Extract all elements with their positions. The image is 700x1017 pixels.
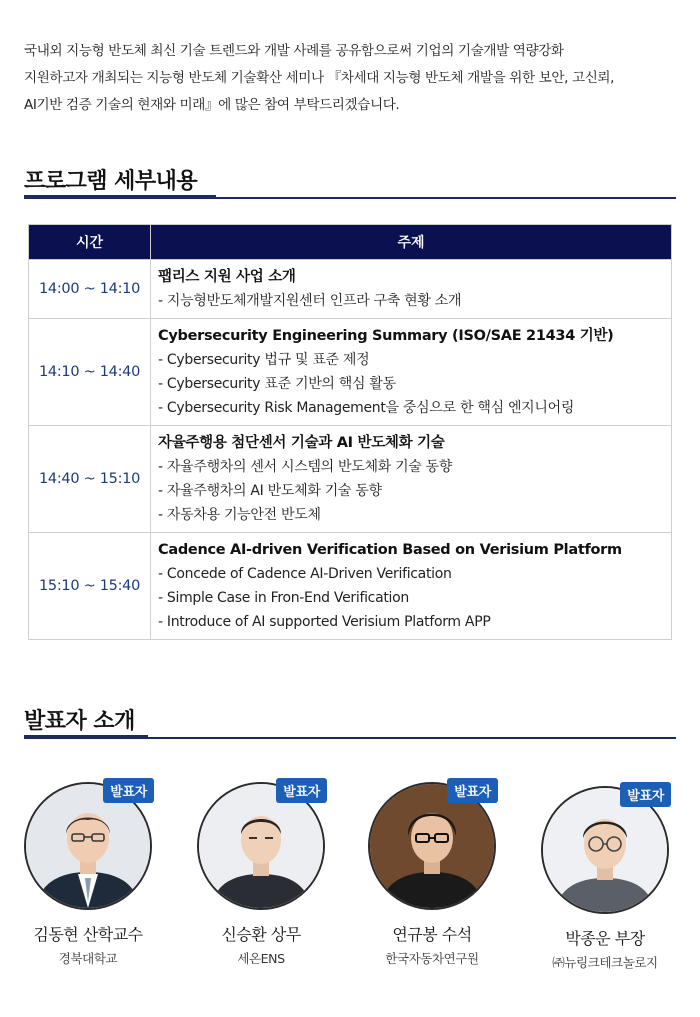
speaker-name: 박종운 부장 <box>565 929 645 948</box>
topic-column-header: 주제 <box>151 225 672 260</box>
session-topic <box>151 260 672 319</box>
speakers-title-underline <box>24 735 148 739</box>
table-row <box>29 260 672 319</box>
session-item: - Concede of Cadence AI-Driven Verification <box>158 566 452 582</box>
intro-paragraph <box>24 38 684 119</box>
session-title: Cybersecurity Engineering Summary (ISO/SAE 21434 기반) <box>158 328 614 344</box>
speaker-badge: 발표자 <box>620 782 671 807</box>
intro-line: AI기반 검증 기술의 현재와 미래』에 많은 참여 부탁드리겠습니다. <box>24 97 400 113</box>
speaker-badge: 발표자 <box>103 778 154 803</box>
speaker-card <box>535 786 675 971</box>
session-time: 14:10 ~ 14:40 <box>29 319 151 426</box>
table-row <box>29 533 672 640</box>
table-row <box>29 319 672 426</box>
program-title-underline <box>24 195 216 199</box>
session-item: - Cybersecurity 표준 기반의 핵심 활동 <box>158 376 396 392</box>
intro-line: 지원하고자 개최되는 지능형 반도체 기술확산 세미나 『차세대 지능형 반도체 개발을 위한 보안, 고신뢰, <box>24 70 615 86</box>
session-item: - Simple Case in Fron-End Verification <box>158 590 409 606</box>
speaker-card <box>191 782 331 967</box>
session-item: - 지능형반도체개발지원센터 인프라 구축 현황 소개 <box>158 293 462 309</box>
table-header-row <box>29 225 672 260</box>
speaker-name: 연규봉 수석 <box>392 925 472 944</box>
session-item: - Cybersecurity Risk Management을 중심으로 한 핵심 엔지니어링 <box>158 400 575 416</box>
program-section-title: 프로그램 세부내용 <box>24 169 198 194</box>
speaker-card <box>18 782 158 967</box>
speaker-card <box>362 782 502 967</box>
session-title: 팹리스 지원 사업 소개 <box>158 269 296 285</box>
session-time: 14:00 ~ 14:10 <box>29 260 151 319</box>
session-item: - Cybersecurity 법규 및 표준 제정 <box>158 352 370 368</box>
session-title: 자율주행용 첨단센서 기술과 AI 반도체화 기술 <box>158 435 445 451</box>
speaker-name: 김동현 산학교수 <box>33 925 143 944</box>
session-item: - 자율주행차의 AI 반도체화 기술 동향 <box>158 483 382 499</box>
session-item: - Introduce of AI supported Verisium Platform APP <box>158 614 491 630</box>
speaker-org: 세온ENS <box>237 951 285 966</box>
speakers-section-title: 발표자 소개 <box>24 709 135 734</box>
intro-line: 국내외 지능형 반도체 최신 기술 트렌드와 개발 사례를 공유함으로써 기업의 기술개발 역량강화 <box>24 43 564 59</box>
speaker-name: 신승환 상무 <box>221 925 301 944</box>
session-item: - 자율주행차의 센서 시스템의 반도체화 기술 동향 <box>158 459 453 475</box>
program-table <box>28 224 672 640</box>
speaker-org: ㈜뉴링크테크놀로지 <box>552 955 658 970</box>
session-topic <box>151 533 672 640</box>
speaker-badge: 발표자 <box>276 778 327 803</box>
session-topic <box>151 426 672 533</box>
session-time: 14:40 ~ 15:10 <box>29 426 151 533</box>
session-item: - 자동차용 기능안전 반도체 <box>158 507 321 523</box>
speaker-badge: 발표자 <box>447 778 498 803</box>
time-column-header: 시간 <box>29 225 151 260</box>
speaker-org: 경북대학교 <box>58 951 118 966</box>
session-title: Cadence AI-driven Verification Based on Verisium Platform <box>158 542 622 558</box>
speaker-org: 한국자동차연구원 <box>385 951 479 966</box>
session-topic <box>151 319 672 426</box>
session-time: 15:10 ~ 15:40 <box>29 533 151 640</box>
table-row <box>29 426 672 533</box>
